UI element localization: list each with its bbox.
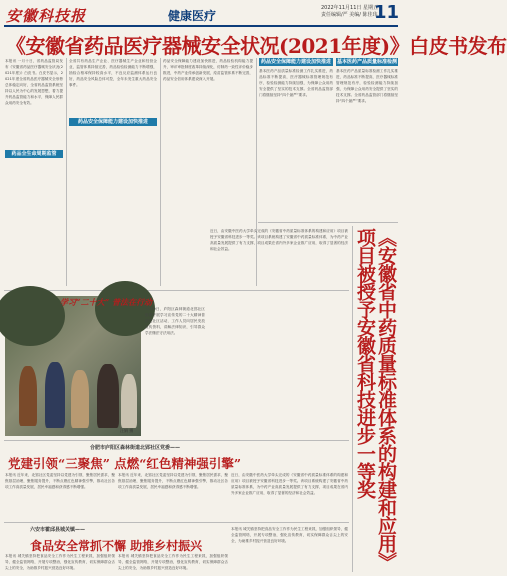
article3-body: 本报讯 城关镇坚持把食品安全工作作为民生工程来抓，加强组织领导，健全监管网络，开展专项整治，强化宣传教育，切实保障群众舌尖上的安全，为助推乡村振兴营造良好环境。 (231, 527, 348, 543)
section-title: 健康医疗 (168, 9, 217, 23)
article3-body: 本报讯 城关镇坚持把食品安全工作作为民生工程来抓，加强组织领导，健全监管网络，开展专项整治，强化宣传教育，切实保障群众舌尖上的安全，为助推乡村振兴营造良好环境。 (118, 554, 228, 570)
news-photo (5, 296, 141, 436)
date-line: 2022年11月11日 星期五 (320, 5, 378, 11)
date-info (321, 5, 378, 19)
main-headline: 《安徽省药品医疗器械安全状况(2021年度)》白皮书发布 (6, 34, 507, 58)
masthead-rule (4, 25, 398, 27)
photo-caption: 11月9日，庐阳区森林街道北郢社区组织开展学习宣传党的二十大精神普法进社区活动，工作人员向居民发放宣传资料，讲解法律知识，引导群众学法懂法守法用法。 (145, 307, 205, 335)
person-figure (19, 366, 37, 426)
section-divider (258, 222, 398, 223)
article2-headline: 党建引领“三聚焦” 点燃“红色精神强引擎” (8, 456, 242, 471)
page-number: 11 (373, 2, 399, 23)
newspaper-logo: 安徽科技报 (6, 7, 87, 25)
section-divider (4, 440, 349, 441)
lead-paragraph: 本报讯 一月十日，省药品监管局发布《安徽省药品医疗器械安全状况(2021年度)》白皮书。白皮书显示，2021年度全省药品医疗器械安全形势总体稳定向好，全省药品监管系统坚持以人民为中心的发展思想，着力提升药品监管能力和水平，保障人民群众用药安全有效。 (5, 59, 63, 105)
masthead (0, 0, 402, 26)
person-figure (71, 370, 89, 428)
subhead-safety-guarantee-2: 药品安全保障能力建设加快推进 (260, 59, 331, 65)
article3-body: 本报讯 城关镇坚持把食品安全工作作为民生工程来抓，加强组织领导，健全监管网络，开展专项整治，强化宣传教育，切实保障群众舌尖上的安全，为助推乡村振兴营造良好环境。 (5, 554, 115, 570)
body-column: 全省共有药品生产企业、医疗器械生产企业和经营企业，监管体系持续完善，药品检验检测能力不断增强，抽检合格率保持较高水平，不良反应监测体系运行良好，药品安全风险总体可控，全年未发生重大药品安全事件。 (69, 59, 157, 87)
article2-body: 近日，由安徽中医药大学牵头完成的《安徽省中药质量标准体系的构建和应用》项目被授予安徽省科技进步一等奖。该项目系统构建了安徽省中药质量标准体系，为中药产业高质量发展提供了有力支撑，项目成果在省内外多家企业推广应用，取得了显著的经济和社会效益。 (231, 473, 348, 495)
editor-line: 责任编辑/严 美编/ 陈佳玮 (320, 12, 378, 18)
article3-headline: 食品安全常抓不懈 助推乡村振兴 (30, 539, 203, 553)
vertical-headline: 《安徽省中药质量标准体系的构建和应用》项目被授予安徽省科技进步一等奖 (354, 228, 397, 561)
body-column: 基本医药产品质量标准检测工作扎实推进，药品标准不断提高，医疗器械标准管理规范有序，检验检测能力持续加强，为保障公众用药安全提供了坚实的技术支撑。全省药品监管部门将继续坚持“四个最严”要求。 (336, 69, 398, 103)
photo-credit: 汪娟 摄 (120, 428, 134, 433)
column-divider (66, 58, 67, 286)
article2-body: 本报讯 近年来，北郢社区党委坚持以党建为引领，聚焦居民需求，聚焦基层治理，聚焦服务提升，不断点燃红色精神强引擎，推动社区各项工作高质量发展，居民幸福感和获得感不断增强。 (118, 473, 228, 489)
person-figure (97, 364, 119, 428)
subhead-standard-system: 基本医药产品质量标准检测 (336, 59, 397, 65)
subhead-drug-supervision: 药品全生命周期监管 (5, 150, 63, 158)
column-divider (160, 58, 161, 286)
body-column: 基本医药产品质量标准检测工作扎实推进，药品标准不断提高，医疗器械标准管理规范有序，检验检测能力持续加强，为保障公众用药安全提供了坚实的技术支撑。全省药品监管部门将继续坚持“四个最严”要求。 (259, 69, 333, 97)
tree-foliage (0, 286, 65, 346)
person-figure (121, 374, 137, 428)
article2-body: 本报讯 近年来，北郢社区党委坚持以党建为引领，聚焦居民需求，聚焦基层治理，聚焦服务提升，不断点燃红色精神强引擎，推动社区各项工作高质量发展，居民幸福感和获得感不断增强。 (5, 473, 115, 489)
subhead-safety-guarantee: 药品安全保障能力建设加快推进 (69, 118, 157, 126)
photo-title: 学习“二十大” 普法在行动 (60, 297, 152, 307)
section-divider (4, 522, 349, 523)
body-column: 近日，由安徽中医药大学牵头完成的《安徽省中药质量标准体系的构建和应用》项目被授予安徽省科技进步一等奖。该项目系统构建了安徽省中药质量标准体系，为中药产业高质量发展提供了有力支撑，项目成果在省内外多家企业推广应用，取得了显著的经济和社会效益。 (210, 229, 348, 251)
body-column: 药品安全保障能力建设加快推进，药品检验机构能力提升，审评审批制度改革持续深化，仿制药一致性评价稳步推进，中药产业传承创新发展，疫苗监管体系不断完善，药品安全信用体系建设深入开展。 (163, 59, 253, 81)
article2-location: 合肥市庐阳区森林街道北郢社区党委—— (90, 445, 181, 451)
article3-location: 六安市霍邱县城关镇—— (30, 527, 86, 533)
column-divider (352, 226, 353, 572)
person-figure (45, 362, 65, 428)
